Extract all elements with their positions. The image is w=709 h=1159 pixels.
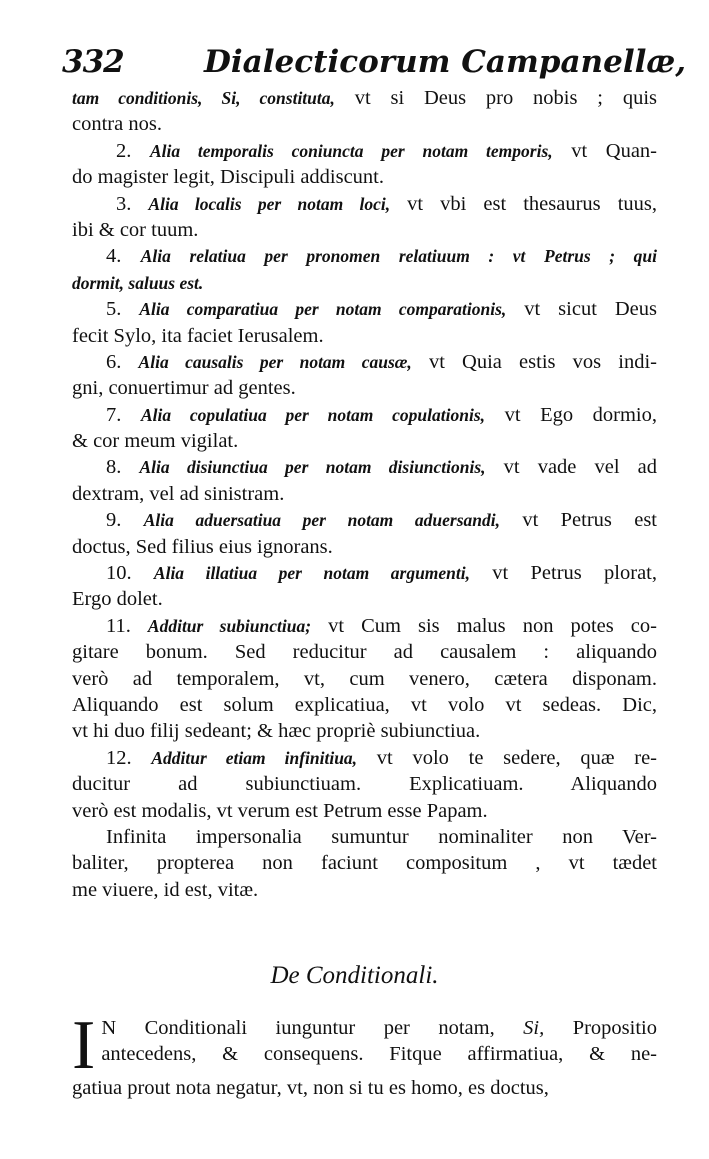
text-line-roman: dextram, vel ad sinistram. [72, 482, 285, 505]
running-head: Dialecticorum Campanellæ, [204, 44, 687, 80]
text-line [72, 243, 657, 269]
text-line-roman: ibi & cor tuum. [72, 218, 199, 241]
text-line-italic: Alia aduersatiua per notam aduersandi, [143, 510, 500, 531]
text-line [72, 560, 657, 586]
text-line [72, 850, 657, 876]
text-line [72, 164, 657, 190]
text-line-italic: Alia copulatiua per notam copulationis, [140, 404, 486, 425]
text-line-roman: vt Quia estis vos indi- [411, 350, 658, 373]
text-line [72, 534, 657, 560]
text-line [72, 798, 657, 824]
text-line-roman: vt Quan- [552, 139, 657, 162]
text-line-italic: Alia comparatiua per notam comparationis, [139, 299, 507, 320]
text-line-roman: ducitur ad subiunctiuam. Explicatiuam. Aliquando [72, 773, 657, 796]
text-line [72, 138, 657, 164]
text-line [72, 771, 657, 797]
text-line [72, 296, 657, 322]
text-line-italic: Alia relatiua per pronomen relatiuum : vt Petrus ; qui [140, 246, 658, 267]
text-line-roman: vt vbi est thesaurus tuus, [390, 192, 658, 215]
text-line [72, 666, 657, 692]
text-line-roman: doctus, Sed filius eius ignorans. [72, 535, 333, 558]
text-line-italic: dormit, saluus est. [72, 272, 204, 293]
item-number: 4. [106, 245, 141, 268]
text-line-roman: verò ad temporalem, vt, cum venero, cætera disponam. [72, 667, 657, 690]
item-number: 2. [116, 139, 150, 162]
text-line [72, 111, 657, 137]
text-line-italic: Additur etiam infinitiua, [151, 747, 358, 768]
text-line-roman: vt Ego dormio, [485, 403, 658, 426]
text-line-roman: vt vade vel ad [485, 456, 657, 479]
text-line-roman: gitare bonum. Sed reducitur ad causalem : aliquando [72, 641, 657, 664]
text-line-roman: verò est modalis, vt verum est Petrum esse Papam. [72, 799, 488, 822]
text-line [72, 85, 657, 111]
text-line-roman: me viuere, id est, vitæ. [72, 878, 259, 901]
text-line-italic: Si, [494, 1017, 545, 1039]
text-line [72, 428, 657, 454]
text-line: antecedens, & consequens. Fitque affirmatiua, & ne- [101, 1043, 657, 1066]
text-line [72, 481, 657, 507]
item-number: 5. [106, 298, 140, 321]
text-line [72, 217, 657, 243]
item-number: 8. [106, 456, 140, 479]
text-line-roman: vt Cum sis malus non potes co- [311, 614, 657, 637]
text-line-italic: Alia temporalis coniuncta per notam temporis, [149, 140, 553, 161]
item-number: 12. [106, 746, 152, 769]
text-line [72, 454, 657, 480]
text-line [72, 692, 657, 718]
text-line-italic: Alia localis per notam loci, [148, 193, 391, 214]
text-line-roman: contra nos. [72, 113, 162, 136]
text-line-roman: vt Petrus est [499, 509, 658, 532]
text-line-italic: Additur subiunctiua; [147, 615, 312, 636]
text-line [72, 349, 657, 375]
text-line [72, 191, 657, 217]
item-number: 7. [106, 403, 141, 426]
item-number: 9. [106, 509, 144, 532]
text-line-roman: baliter, propterea non faciunt compositum , vt tædet [72, 852, 657, 875]
text-line-roman: vt sicut Deus [506, 298, 657, 321]
text-line [72, 270, 657, 296]
text-line [72, 613, 657, 639]
text-line-roman: vt volo te sedere, quæ re- [357, 746, 657, 769]
text-line [72, 877, 657, 903]
text-line-italic: tam conditionis, Si, constituta, [72, 88, 335, 108]
text-line [72, 402, 657, 428]
text-line-roman: Propositio [544, 1017, 657, 1039]
conditional-paragraph [72, 1007, 657, 1101]
text-line [72, 323, 657, 349]
text-line [72, 745, 657, 771]
text-line [72, 586, 657, 612]
text-line-roman: Infinita impersonalia sumuntur nominaliter non Ver- [106, 825, 657, 848]
text-line [72, 639, 657, 665]
text-line-roman: Ergo dolet. [72, 588, 163, 611]
item-number: 10. [106, 562, 154, 585]
text-line-roman: vt si Deus pro nobis ; quis [334, 87, 657, 109]
text-line [72, 824, 657, 850]
text-line-roman: do magister legit, Discipuli addiscunt. [72, 166, 385, 189]
text-line [72, 507, 657, 533]
text-line-roman: vt hi duo filij sedeant; & hæc propriè subiunctiua. [72, 720, 481, 743]
text-line-roman: gni, conuertimur ad gentes. [72, 377, 296, 400]
item-number: 11. [106, 614, 148, 637]
text-line-roman: vt Petrus plorat, [470, 562, 657, 585]
text-line-roman: N Conditionali iunguntur per notam, [101, 1017, 495, 1039]
page-header [62, 44, 687, 90]
text-line-italic: Alia causalis per notam causæ, [138, 351, 412, 372]
text-line [72, 718, 657, 744]
text-line-roman: Aliquando est solum explicatiua, vt volo vt sedeas. Dic, [72, 693, 657, 716]
text-line-italic: Alia illatiua per notam argumenti, [153, 563, 471, 584]
section-title: De Conditionali. [270, 962, 439, 989]
text-line-italic: Alia disiunctiua per notam disiunctionis, [139, 457, 486, 478]
text-line [72, 375, 657, 401]
item-number: 6. [106, 350, 139, 373]
item-number: 3. [116, 192, 149, 215]
page-number: 332 [62, 44, 124, 80]
drop-cap: I [72, 1007, 96, 1084]
main-text-block [72, 85, 657, 903]
text-line: gatiua prout nota negatur, vt, non si tu es homo, es doctus, [72, 1077, 549, 1099]
text-line-roman: fecit Sylo, ita faciet Ierusalem. [72, 324, 324, 347]
text-line [72, 1015, 657, 1041]
text-line-roman: & cor meum vigilat. [72, 430, 239, 453]
